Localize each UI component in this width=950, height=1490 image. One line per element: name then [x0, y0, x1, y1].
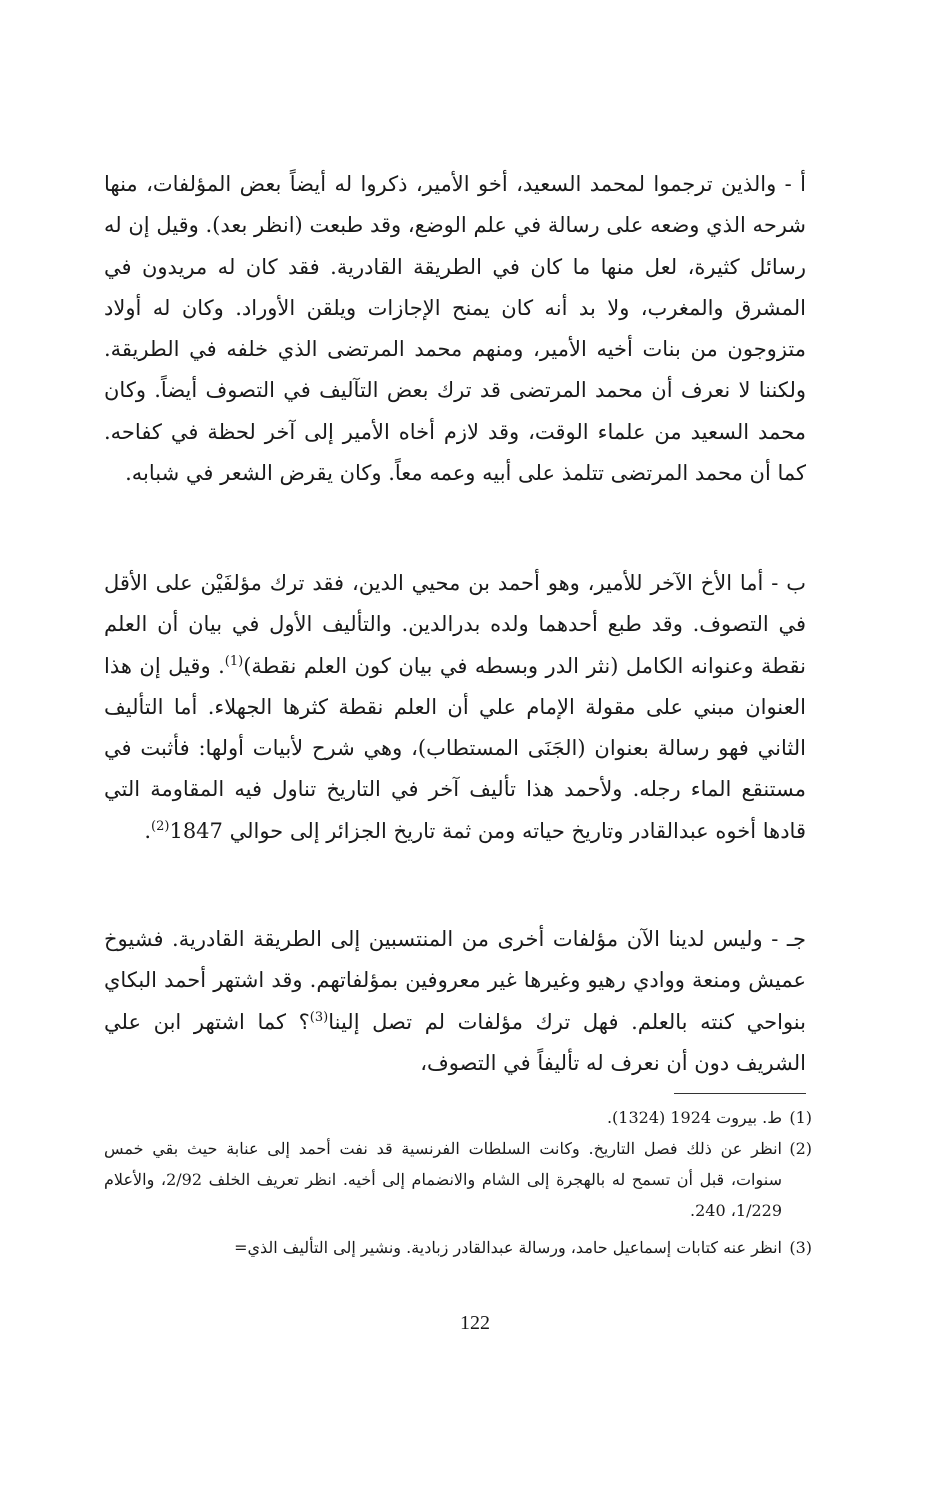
footnote-3-text: انظر عنه كتابات إسماعيل حامد، ورسالة عبدالقادر زبادية. ونشير إلى التأليف الذي=	[234, 1238, 782, 1257]
footnote-2-number: (2)	[789, 1139, 812, 1158]
paragraph-b	[104, 563, 806, 852]
paragraph-a-text: أ - والذين ترجموا لمحمد السعيد، أخو الأمير، ذكروا له أيضاً بعض المؤلفات، منها شرحه الذي وضعه على رسالة في علم الوضع، وقد طبعت (انظر بعد). وقيل إن له رسائل كثيرة، لعل منها ما كان في الطريقة القادرية. فقد كان له مريدون في المشرق والمغرب، ولا بد أنه كان يمنح الإجازات ويلقن الأوراد. وكان له أولاد متزوجون من بنات أخيه الأمير، ومنهم محمد المرتضى الذي خلفه في الطريقة. ولكننا لا نعرف أن محمد المرتضى قد ترك بعض التآليف في التصوف أيضاً. وكان محمد السعيد من علماء الوقت، وقد لازم أخاه الأمير إلى آخر لحظة في كفاحه. كما أن محمد المرتضى تتلمذ على أبيه وعمه معاً. وكان يقرض الشعر في شبابه.	[104, 172, 806, 486]
footnote-3-number: (3)	[789, 1238, 812, 1257]
paragraph-b-text-3: .	[144, 818, 152, 843]
footnote-1-number: (1)	[789, 1108, 812, 1127]
footnote-1-text: ط. بيروت 1924 (1324).	[606, 1108, 782, 1127]
footnote-1	[104, 1102, 812, 1133]
paragraph-c-text-1: جـ - وليس لدينا الآن مؤلفات أخرى من المنتسبين إلى الطريقة القادرية. فشيوخ عميش ومنعة ووادي رهيو وغيرها غير معروفين بمؤلفاتهم. وقد اشتهر أحمد البكاي بنواحي كنته بالعلم. فهل ترك مؤلفات لم تصل إلينا	[104, 927, 806, 1034]
paragraph-b-text-2: . وقيل إن هذا العنوان مبني على مقولة الإمام علي أن العلم نقطة كثرها الجهلاء. أما التأليف الثاني فهو رسالة بعنوان (الجَنَى المستطاب)، وهي شرح لأبيات أولها: فأثبت في مستنقع الماء رجله. ولأحمد هذا تأليف آخر في التاريخ تناول فيه المقاومة التي قادها أخوه عبدالقادر وتاريخ حياته ومن ثمة تاريخ الجزائر إلى حوالي 1847	[104, 653, 806, 843]
footnote-divider	[674, 1093, 806, 1094]
paragraph-b-text-1: ب - أما الأخ الآخر للأمير، وهو أحمد بن محيي الدين، فقد ترك مؤلفَيْن على الأقل في التصوف. وقد طبع أحدهما ولده بدرالدين. والتأليف الأول في بيان أن العلم نقطة وعنوانه الكامل (نثر الدر وبسطه في بيان كون العلم نقطة)	[104, 571, 806, 678]
footnotes-list	[104, 1102, 812, 1263]
footnote-2-text: انظر عن ذلك فصل التاريخ. وكانت السلطات الفرنسية قد نفت أحمد إلى عنابة حيث بقي خمس سنوات، قبل أن تسمح له بالهجرة إلى الشام والانضمام إلى أخيه. انظر تعريف الخلف 2/92، والأعلام 1/229، 240.	[104, 1139, 782, 1220]
footnote-3	[104, 1232, 812, 1263]
paragraph-a	[104, 164, 806, 494]
paragraph-c-text-2: ؟ كما اشتهر ابن علي الشريف دون أن نعرف له تأليفاً في التصوف،	[104, 1009, 806, 1075]
footnote-ref-2: (2)	[151, 818, 170, 834]
footnote-ref-1: (1)	[224, 653, 244, 669]
footnote-ref-3: (3)	[309, 1009, 329, 1025]
paragraph-c	[104, 919, 806, 1084]
footnote-2	[104, 1133, 812, 1226]
page-number: 122	[460, 1312, 490, 1334]
